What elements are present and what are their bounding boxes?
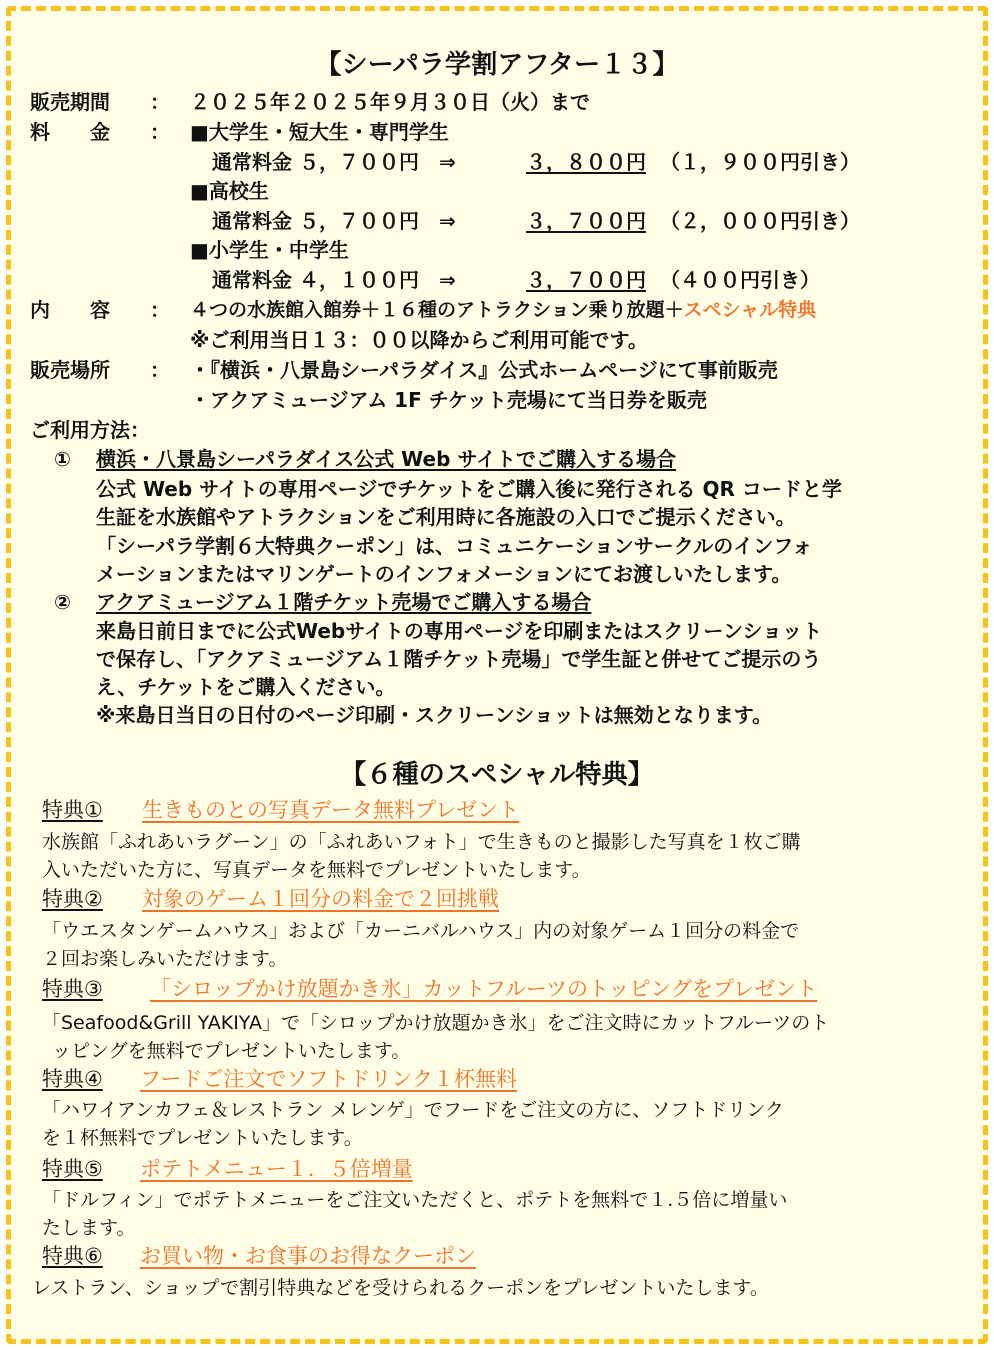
special-5-desc: 「ドルフィン」でポテトメニューをご注文いただくと、ポテトを無料で１.５倍に増量い — [42, 1189, 788, 1211]
usage-item-1-heading: 横浜・八景島シーパラダイス公式 Web サイトでご購入する場合 — [96, 447, 676, 471]
sale-period-value: ２０２５年２０２５年９月３０日（火）まで — [190, 90, 590, 114]
content-text — [190, 297, 816, 323]
sales-place-line2: ・アクアミュージアム 1F チケット売場にて当日券を販売 — [190, 388, 707, 412]
usage-item-1-line: 公式 Web サイトの専用ページでチケットをご購入後に発行される QR コードと学 — [96, 477, 842, 501]
sales-place-label: 販売場所 — [30, 358, 110, 382]
price-discount-highschool: （２，０００円引き） — [660, 209, 860, 233]
price-special-highschool: ３，７００円 — [526, 209, 646, 233]
price-special-elementary: ３，７００円 — [526, 268, 646, 292]
usage-label: ご利用方法： — [30, 418, 150, 442]
price-group-highschool: ■高校生 — [190, 179, 269, 203]
special-3-title: 「シロップかけ放題かき氷」カットフルーツのトッピングをプレゼント — [150, 977, 818, 1001]
special-3-label: 特典③ — [42, 977, 103, 1001]
special-4-desc: 「ハワイアンカフェ＆レストラン メレンゲ」でフードをご注文の方に、ソフトドリンク — [42, 1099, 784, 1121]
special-4-desc: を１杯無料でプレゼントいたします。 — [42, 1127, 363, 1149]
price-group-elementary: ■小学生・中学生 — [190, 238, 349, 262]
usage-item-2-number: ② — [54, 590, 71, 614]
special-section-title: 【６種のスペシャル特典】 — [340, 760, 654, 790]
sale-period-label: 販売期間 — [30, 90, 110, 114]
page-title: 【シーパラ学割アフター１３】 — [315, 50, 679, 80]
usage-item-2-line: で保存し、「アクアミュージアム１階チケット売場」で学生証と併せてご提示のう — [96, 647, 822, 671]
special-benefit-highlight: スペシャル特典 — [683, 299, 817, 321]
price-special-university: ３，８００円 — [526, 150, 646, 174]
sales-place-line1: ・『横浜・八景島シーパラダイス』公式ホームページにて事前販売 — [190, 358, 778, 382]
special-5-title: ポテトメニュー１．５倍増量 — [140, 1157, 413, 1181]
usage-item-1-number: ① — [54, 447, 71, 471]
special-1-desc: 入いただいた方に、写真データを無料でプレゼントいたします。 — [42, 859, 591, 881]
price-label: 料 金 — [30, 120, 110, 144]
special-2-label: 特典② — [42, 887, 103, 911]
price-discount-elementary: （４００円引き） — [660, 268, 820, 292]
special-4-label: 特典④ — [42, 1067, 103, 1091]
special-4-title: フードご注文でソフトドリンク１杯無料 — [140, 1067, 517, 1091]
special-2-title: 対象のゲーム１回分の料金で２回挑戦 — [142, 887, 499, 911]
content-label: 内 容 — [30, 298, 110, 322]
usage-item-1-line: 生証を水族館やアトラクションをご利用時に各施設の入口でご提示ください。 — [96, 505, 796, 529]
special-1-label: 特典① — [42, 798, 103, 822]
special-3-desc: ッピングを無料でプレゼントいたします。 — [52, 1040, 411, 1062]
usage-item-2-line: ※来島日当日の日付のページ印刷・スクリーンショットは無効となります。 — [96, 703, 773, 727]
special-1-desc: 水族館「ふれあいラグーン」の「ふれあいフォト」で生きものと撮影した写真を１枚ご購 — [42, 831, 801, 853]
sale-period-colon: ： — [150, 90, 170, 114]
usage-item-2-line: え、チケットをご購入ください。 — [96, 675, 396, 699]
special-6-label: 特典⑥ — [42, 1244, 103, 1268]
special-2-desc: 「ウエスタンゲームハウス」および「カーニバルハウス」内の対象ゲーム１回分の料金で — [42, 920, 800, 942]
special-1-title: 生きものとの写真データ無料プレゼント — [142, 798, 520, 822]
price-group-university: ■大学生・短大生・専門学生 — [190, 120, 449, 144]
special-5-desc: たします。 — [42, 1217, 136, 1239]
usage-item-1-line: メーションまたはマリンゲートのインフォメーションにてお渡しいたします。 — [96, 562, 792, 586]
special-3-desc: 「Seafood&Grill YAKIYA」で「シロップかけ放題かき氷」をご注文時にカットフルーツのト — [42, 1012, 830, 1034]
price-discount-university: （１，９００円引き） — [660, 150, 860, 174]
price-normal-university: 通常料金 ５，７００円 ⇒ — [212, 150, 456, 174]
usage-item-2-heading: アクアミュージアム１階チケット売場でご購入する場合 — [96, 590, 592, 614]
special-2-desc: ２回お楽しみいただけます。 — [42, 948, 288, 970]
price-normal-elementary: 通常料金 ４，１００円 ⇒ — [212, 268, 456, 292]
sales-place-colon: ： — [150, 358, 170, 382]
special-6-title: お買い物・お食事のお得なクーポン — [140, 1244, 476, 1268]
content-note: ※ご利用当日１３：００以降からご利用可能です。 — [190, 328, 648, 352]
price-colon: ： — [150, 120, 170, 144]
content-main: ４つの水族館入館券＋１６種のアトラクション乗り放題＋ — [190, 299, 684, 321]
special-5-label: 特典⑤ — [42, 1157, 103, 1181]
special-6-desc: レストラン、ショップで割引特典などを受けられるクーポンをプレゼントいたします。 — [32, 1277, 769, 1299]
usage-item-1-line: 「シーパラ学割６大特典クーポン」は、コミュニケーションサークルのインフォ — [96, 534, 813, 558]
content-colon: ： — [150, 298, 170, 322]
usage-item-2-line: 来島日前日までに公式Webサイトの専用ページを印刷またはスクリーンショット — [96, 619, 823, 643]
price-normal-highschool: 通常料金 ５，７００円 ⇒ — [212, 209, 456, 233]
